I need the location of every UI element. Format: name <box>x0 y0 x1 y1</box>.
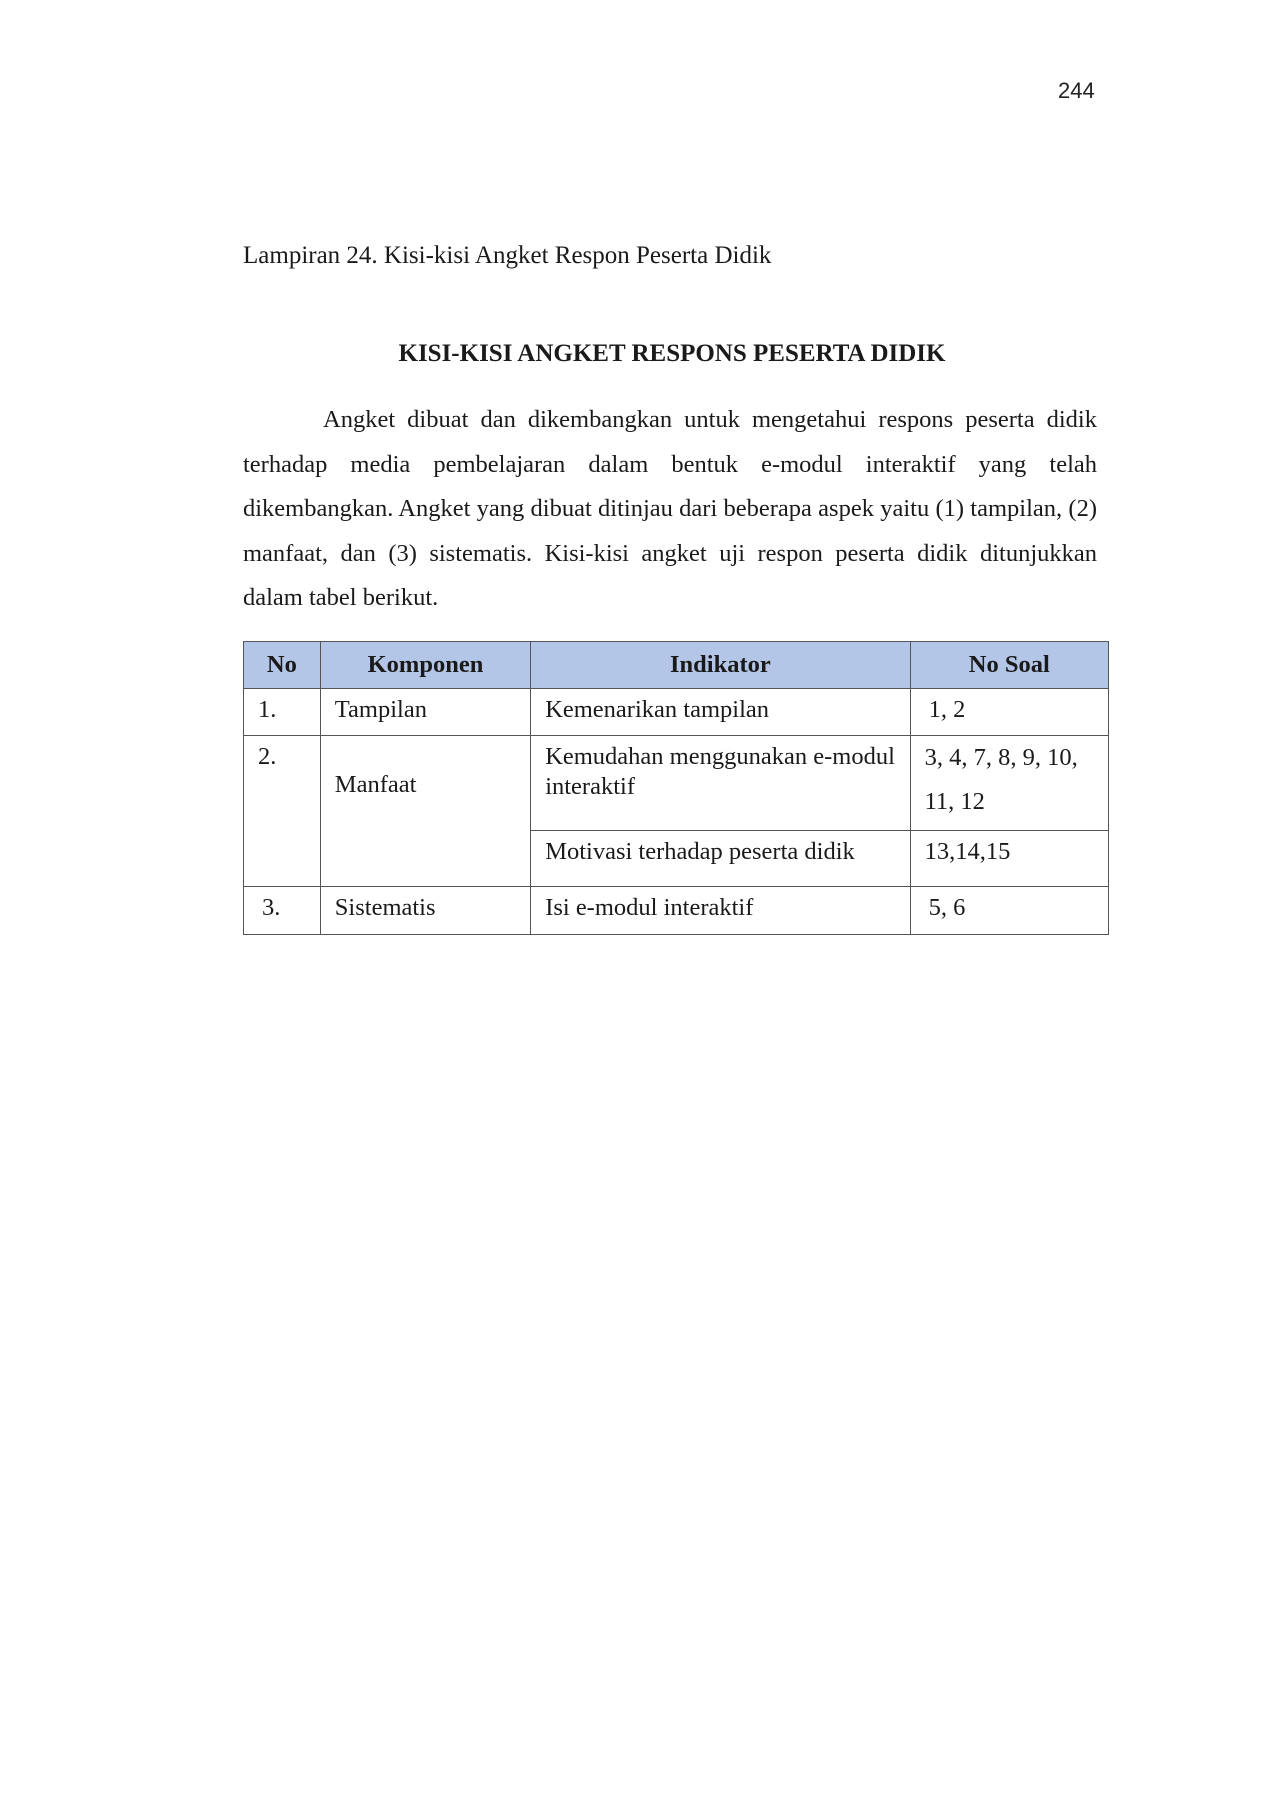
header-komponen: Komponen <box>320 642 530 689</box>
cell-no-soal: 3, 4, 7, 8, 9, 10, 11, 12 <box>910 736 1108 831</box>
cell-komponen: Manfaat <box>320 736 530 887</box>
table-row <box>244 689 1109 736</box>
header-no: No <box>244 642 321 689</box>
header-no-soal: No Soal <box>910 642 1108 689</box>
cell-no-soal: 5, 6 <box>910 887 1108 935</box>
cell-komponen: Tampilan <box>320 689 530 736</box>
cell-no: 2. <box>244 736 321 887</box>
kisi-kisi-table <box>243 641 1109 935</box>
cell-no-soal: 1, 2 <box>910 689 1108 736</box>
cell-komponen: Sistematis <box>320 887 530 935</box>
cell-indikator: Kemudahan menggunakan e-modul interaktif <box>531 736 910 831</box>
table-row <box>244 887 1109 935</box>
cell-indikator: Isi e-modul interaktif <box>531 887 910 935</box>
cell-indikator: Motivasi terhadap peserta didik <box>531 831 910 887</box>
section-heading: KISI-KISI ANGKET RESPONS PESERTA DIDIK <box>398 340 946 367</box>
page-number: 244 <box>1058 78 1095 103</box>
cell-no: 3. <box>244 887 321 935</box>
appendix-caption: Lampiran 24. Kisi-kisi Angket Respon Peserta Didik <box>243 242 772 269</box>
table-header-row <box>244 642 1109 689</box>
cell-no: 1. <box>244 689 321 736</box>
cell-indikator: Kemenarikan tampilan <box>531 689 910 736</box>
intro-paragraph: Angket dibuat dan dikembangkan untuk mengetahui respons peserta didik terhadap media pembelajaran dalam bentuk e-modul interaktif yang telah dikembangkan. Angket yang dibuat ditinjau dari beberapa aspek yaitu (1) tampilan, (2) manfaat, dan (3) sistematis. Kisi-kisi angket uji respon peserta didik ditunjukkan dalam tabel berikut. <box>243 406 1097 611</box>
cell-no-soal: 13,14,15 <box>910 831 1108 887</box>
table-row <box>244 736 1109 831</box>
header-indikator: Indikator <box>531 642 910 689</box>
